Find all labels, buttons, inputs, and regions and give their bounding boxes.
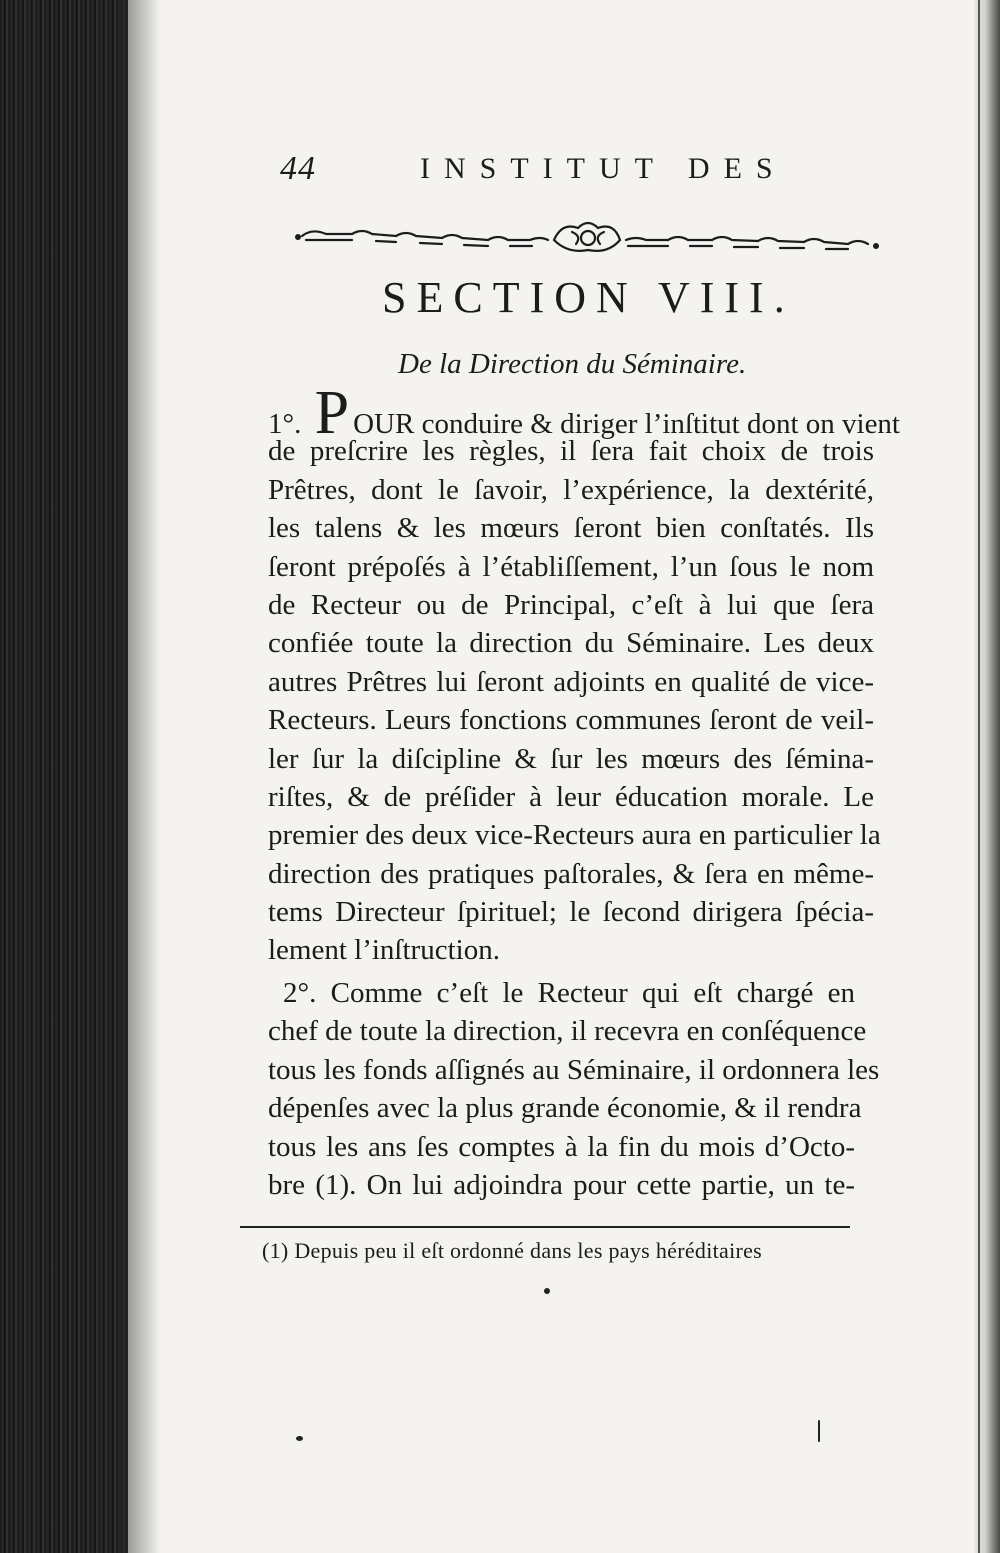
paragraph-2-line: tous les ans ſes comptes à la fin du mois d’Octo- bbox=[268, 1130, 855, 1163]
gutter-shadow bbox=[120, 0, 160, 1553]
paragraph-1-line: direction des pratiques paſtorales, & ſera en même- bbox=[268, 857, 874, 890]
paragraph-1-line: de Recteur ou de Principal, c’eſt à lui que ſera bbox=[268, 588, 874, 621]
paragraph-1 bbox=[268, 379, 900, 970]
decorative-ornament-band bbox=[292, 210, 882, 262]
paragraph-1-line: les talens & les mœurs ſeront bien conſtatés. Ils bbox=[268, 512, 874, 545]
paragraph-1-line: de preſcrire les règles, il ſera fait choix de trois bbox=[268, 435, 874, 468]
paragraph-1-number: 1°. bbox=[268, 408, 302, 440]
paragraph-2-line: tous les fonds aſſignés au Séminaire, il ordonnera les bbox=[268, 1053, 880, 1086]
paragraph-1-line: confiée toute la direction du Séminaire. Les deux bbox=[268, 627, 874, 660]
paragraph-2-line: 2°. Comme c’eſt le Recteur qui eſt chargé en bbox=[283, 977, 855, 1009]
footnote-divider bbox=[240, 1226, 850, 1228]
ink-speck bbox=[818, 1420, 820, 1442]
page-edge-line bbox=[978, 0, 980, 1553]
paragraph-2 bbox=[268, 974, 880, 1204]
paragraph-2-line: chef de toute la direction, il recevra en conſéquence bbox=[268, 1015, 867, 1048]
section-subtitle: De la Direction du Séminaire. bbox=[398, 348, 747, 380]
footnote: (1) Depuis peu il eſt ordonné dans les pays héréditaires bbox=[262, 1238, 763, 1263]
ink-speck bbox=[544, 1288, 550, 1294]
drop-cap-letter: P bbox=[314, 379, 350, 447]
running-title: INSTITUT DES bbox=[420, 152, 787, 185]
paragraph-1-line: autres Prêtres lui ſeront adjoints en qualité de vice- bbox=[268, 665, 874, 698]
paragraph-1-line: premier des deux vice-Recteurs aura en particulier la bbox=[268, 819, 881, 852]
paragraph-1-line: conduire & diriger l’inſtitut dont on vient bbox=[421, 408, 900, 440]
paragraph-1-line: lement l’inſtruction. bbox=[268, 934, 500, 967]
paragraph-1-first-line bbox=[268, 379, 900, 447]
paragraph-1-line: Recteurs. Leurs fonctions communes ſeront de veil- bbox=[268, 704, 874, 737]
book-binding-gutter bbox=[0, 0, 128, 1553]
paragraph-1-line: riſtes, & de préſider à leur éducation morale. Le bbox=[268, 780, 874, 813]
paragraph-1-line: Prêtres, dont le ſavoir, l’expérience, la dextérité, bbox=[268, 473, 874, 506]
paragraph-1-line: tems Directeur ſpirituel; le ſecond dirigera ſpécia- bbox=[268, 896, 874, 929]
paragraph-1-line: ſeront prépoſés à l’établiſſement, l’un ſous le nom bbox=[268, 550, 874, 583]
page-number: 44 bbox=[280, 150, 316, 187]
paragraph-2-line: bre (1). On lui adjoindra pour cette partie, un te- bbox=[268, 1168, 855, 1201]
ink-speck bbox=[296, 1436, 303, 1441]
section-heading: SECTION VIII. bbox=[382, 273, 795, 322]
paragraph-1-line: ler ſur la diſcipline & ſur les mœurs des ſémina- bbox=[268, 742, 874, 775]
paragraph-2-line: dépenſes avec la plus grande économie, & il rendra bbox=[268, 1092, 862, 1125]
drop-cap-continuation: OUR bbox=[353, 408, 415, 440]
